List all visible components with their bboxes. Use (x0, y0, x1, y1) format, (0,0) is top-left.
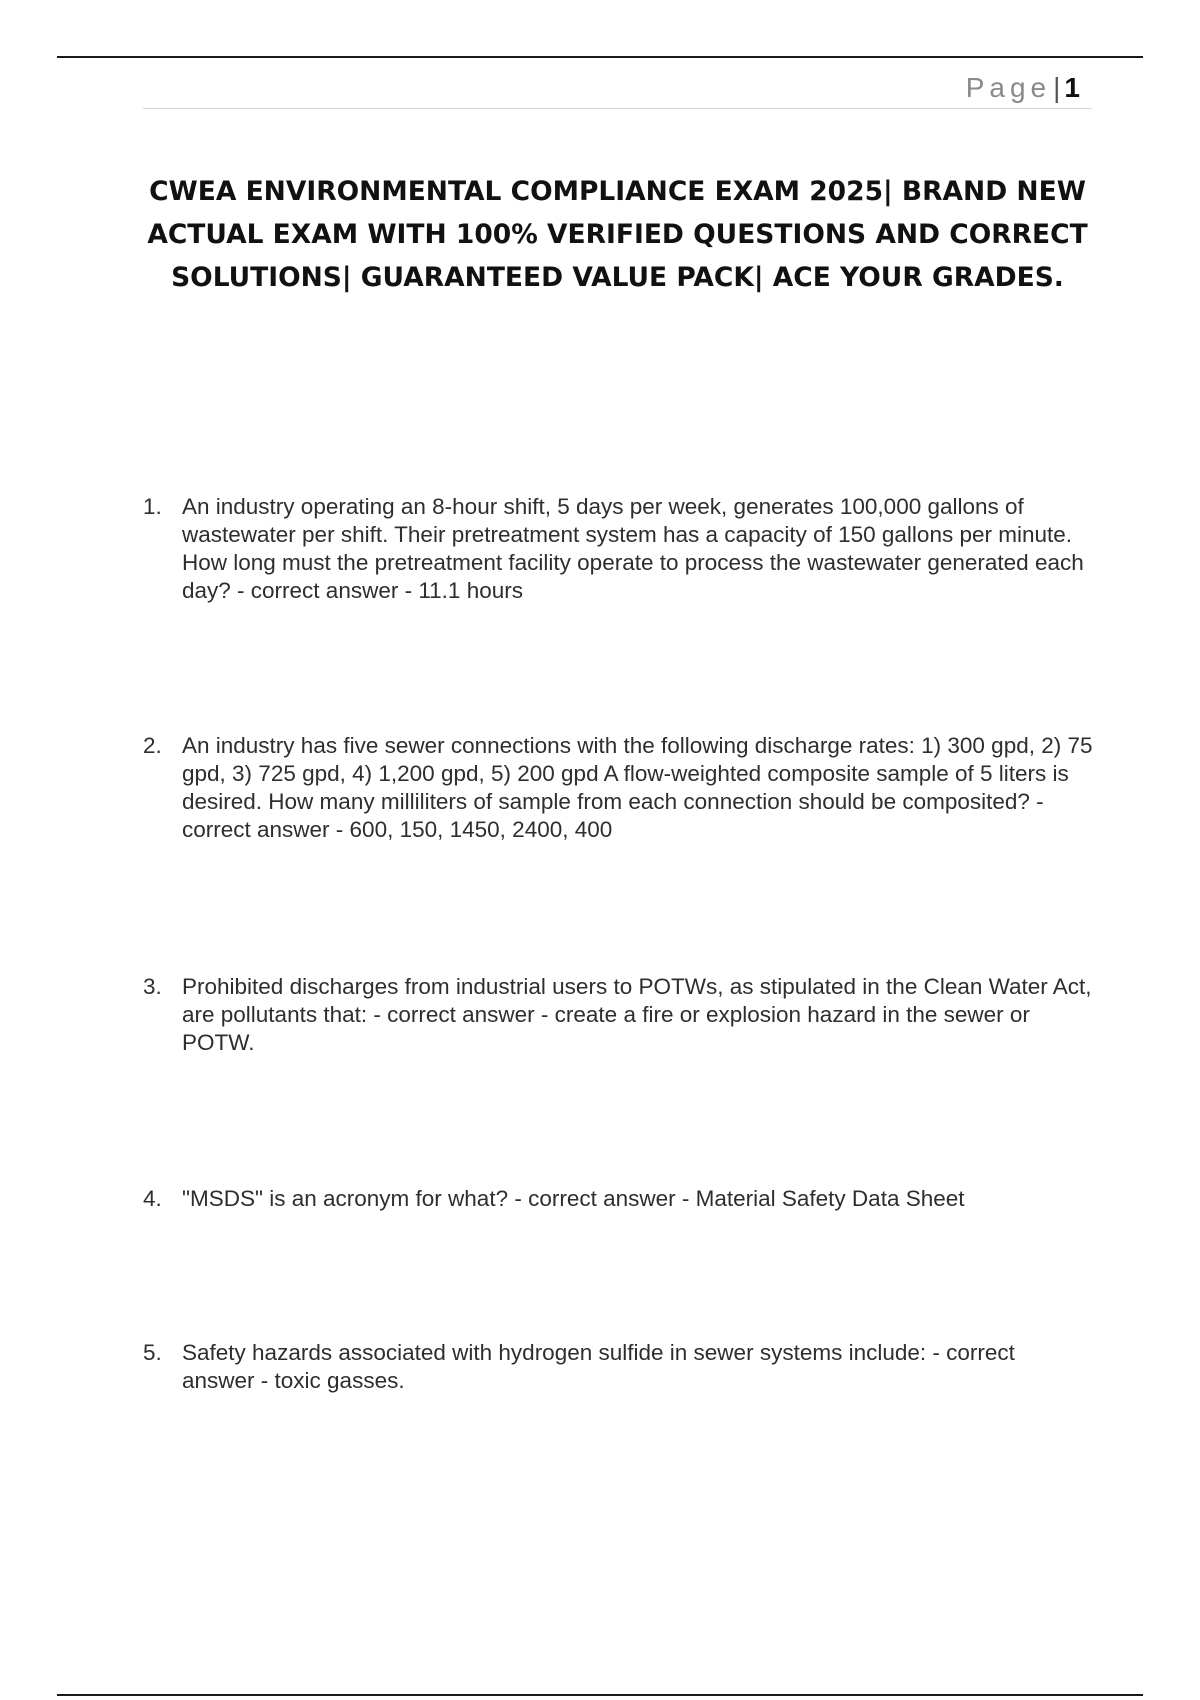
question-number: 3. (143, 974, 162, 999)
page-header (143, 68, 1092, 109)
question-text: An industry operating an 8-hour shift, 5 days per week, generates 100,000 gallons of wastewater per shift. Their pretreatment system has a capacity of 150 gallons per minute. How long must the pretreatment facility operate to process the wastewater generated each day? - correct answer - 11.1 hours (182, 494, 1084, 603)
question-item (143, 1185, 1093, 1213)
page-number: 1 (1064, 72, 1080, 103)
question-text: Prohibited discharges from industrial users to POTWs, as stipulated in the Clean Water Act, are pollutants that: - correct answer - create a fire or explosion hazard in the sewer or POTW. (182, 974, 1092, 1055)
question-item (143, 973, 1093, 1057)
question-text: Safety hazards associated with hydrogen sulfide in sewer systems include: - correct answer - toxic gasses. (182, 1340, 1015, 1393)
question-text: An industry has five sewer connections with the following discharge rates: 1) 300 gpd, 2) 75 gpd, 3) 725 gpd, 4) 1,200 gpd, 5) 200 gpd A flow-weighted composite sample of 5 liters is desired. How many milliliters of sample from each connection should be composited? - correct answer - 600, 150, 1450, 2400, 400 (182, 733, 1093, 842)
bottom-rule (57, 1694, 1143, 1696)
question-number: 4. (143, 1186, 162, 1211)
question-item (143, 732, 1093, 844)
top-rule (57, 56, 1143, 58)
page-label: Page (965, 72, 1052, 103)
document-title: CWEA ENVIRONMENTAL COMPLIANCE EXAM 2025| BRAND NEW ACTUAL EXAM WITH 100% VERIFIED QUESTIONS AND CORRECT SOLUTIONS| GUARANTEED VALUE PACK| ACE YOUR GRADES. (147, 176, 1088, 293)
question-item (143, 493, 1093, 605)
question-number: 1. (143, 494, 162, 519)
question-item (143, 1339, 1093, 1395)
question-number: 5. (143, 1340, 162, 1365)
page-separator: | (1053, 72, 1061, 103)
question-number: 2. (143, 733, 162, 758)
question-text: "MSDS" is an acronym for what? - correct answer - Material Safety Data Sheet (182, 1186, 965, 1211)
